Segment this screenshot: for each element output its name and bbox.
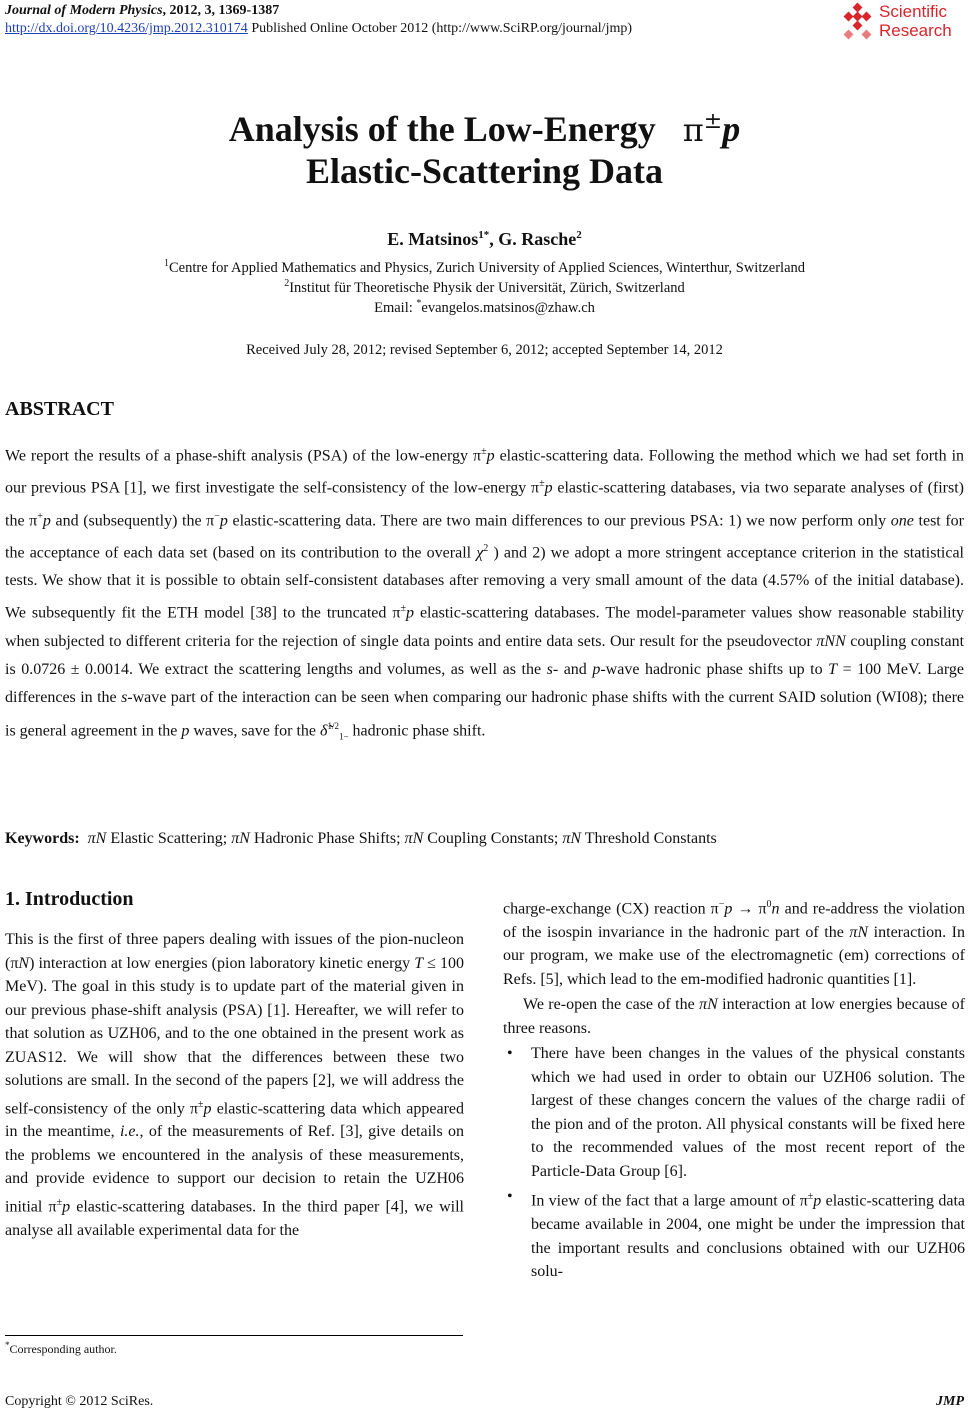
title-pi: π bbox=[682, 111, 704, 149]
affiliation-2: $^2$Institut für Theoretische Physik der Universität, Zürich, Switzerland bbox=[284, 278, 685, 296]
abstract-heading: ABSTRACT bbox=[5, 398, 114, 420]
publication-info: Published Online October 2012 (http://www.SciRP.org/journal/jmp) bbox=[247, 21, 633, 36]
journal-header bbox=[5, 2, 632, 38]
authors: E. Matsinos$^{1*}$, G. Rasche$^2$ bbox=[387, 229, 582, 249]
intro-right-column: charge-exchange (CX) reaction $\pi^-p \to \pi^0n$ and re-address the violation of the isospin invariance in the hadronic part of the πN interaction. In our program, we make use of the electromagnetic (em) corrections of Refs. [5], which lead to the em-modified hadronic quantities [1]. We re-open the case of the πN interaction at low energies because of three reasons. • There have been changes in the values of the physical constants which we had used in order to obtain our UZH06 solution. The largest of these changes concern the values of the charge radii of the pion and of the proton. All physical constants will be fixed here to the recommended values of the most recent report of the Particle-Data Group [6]. • In view of the fact that a large amount of π±p elastic-scattering data became available in 2004, one might be under the impression that the important results and conclusions obtained with our UZH06 solu- bbox=[503, 893, 965, 1284]
contact-email: Email: *evangelos.matsinos@zhaw.ch bbox=[374, 298, 595, 316]
logo-text-line2: Research bbox=[879, 21, 952, 40]
journal-name: Journal of Modern Physics bbox=[5, 3, 163, 18]
section-heading-introduction: 1. Introduction bbox=[5, 888, 134, 910]
footnote-divider bbox=[5, 1335, 463, 1336]
paper-title-line1: Analysis of the Low-Energy π±p bbox=[228, 109, 741, 149]
journal-info: , 2012, 3, 1369-1387 bbox=[162, 3, 280, 18]
logo-text-line1: Scientific bbox=[879, 2, 948, 21]
intro-left-column: This is the first of three papers dealing with issues of the pion-nucleon (πN) interaction at low energies (pion laboratory kinetic energy T ≤ 100 MeV). The goal in this study is to update part of the material given in our previous phase-shift analysis (PSA) [1]. Hereafter, we will refer to that solution as UZH06, and to the one obtained in the present work as ZUAS12. We will show that the differences between these two solutions are small. In the second of the papers [2], we will address the self-consistency of the only π±p elastic-scattering data which appeared in the meantime, i.e., of the measurements of Ref. [3], give details on the problems we encountered in the analysis of these measurements, and provide evidence to support our decision to retain the UZH06 initial π±p elastic-scattering databases. In the third paper [4], we will analyse all available experimental data for the bbox=[5, 931, 465, 1239]
footnote: *Corresponding author. bbox=[5, 1340, 117, 1356]
abstract-body: We report the results of a phase-shift analysis (PSA) of the low-energy π±p elastic-scattering data. Following the method which we had set forth in our previous PSA [1], we first investigate the self-consistency of the low-energy π±p elastic-scattering databases, via two separate analyses of (first) the π+p and (subsequently) the π−p elastic-scattering data. There are two main differences to our previous PSA: 1) we now perform only one test for the acceptance of each data set (based on its contribution to the overall $\chi^2$ ) and 2) we adopt a more stringent acceptance criterion in the statistical tests. We show that it is possible to obtain self-consistent databases after removing a very small amount of the data (4.57% of the initial database). We subsequently fit the ETH model [38] to the truncated π±p elastic-scattering databases. The model-parameter values show reasonable stability when subjected to different criteria for the rejection of single data points and entire data sets. Our result for the pseudovector πNN coupling constant is 0.0726 ± 0.0014. We extract the scattering lengths and volumes, as well as the s- and p-wave hadronic phase shifts up to T = 100 MeV. Large differences in the s-wave part of the interaction can be seen when comparing our hadronic phase shifts with the current SAID solution (WI08); there is general agreement in the p waves, save for the δ̃$^{1/2}_{1-}$ hadronic phase shift. bbox=[5, 446, 965, 742]
logo-diamond-icon bbox=[841, 4, 875, 38]
page-footer: Copyright © 2012 SciRes. JMP bbox=[5, 1394, 964, 1409]
received-dates: Received July 28, 2012; revised September 6, 2012; accepted September 14, 2012 bbox=[246, 342, 723, 358]
affiliation-1: $^1$Centre for Applied Mathematics and Physics, Zurich University of Applied Sciences, Winterthur, Switzerland bbox=[163, 258, 806, 276]
bullet-item: • There have been changes in the values of the physical constants which we had used in order to obtain our UZH06 solution. The largest of these changes concern the values of the charge radii of the pion and of the proton. All physical constants will be fixed here to the recommended values of the most recent report of the Particle-Data Group [6]. bbox=[507, 1045, 965, 1180]
footer-journal-abbrev: JMP bbox=[936, 1394, 964, 1409]
keywords: Keywords: πN Elastic Scattering; πN Hadronic Phase Shifts; πN Coupling Constants; πN Threshold Constants bbox=[5, 830, 717, 847]
title-p: p bbox=[722, 109, 741, 149]
paper-title-line2: Elastic-Scattering Data bbox=[306, 151, 663, 191]
publisher-logo bbox=[841, 2, 961, 42]
title-pm: ± bbox=[703, 109, 723, 134]
doi-link[interactable]: http://dx.doi.org/10.4236/jmp.2012.310174 bbox=[5, 21, 248, 36]
bullet-item: • In view of the fact that a large amount of π±p elastic-scattering data became available in 2004, one might be under the impression that the important results and conclusions obtained with our UZH06 solu- bbox=[507, 1188, 965, 1281]
email-address[interactable]: evangelos.matsinos@zhaw.ch bbox=[421, 299, 595, 316]
